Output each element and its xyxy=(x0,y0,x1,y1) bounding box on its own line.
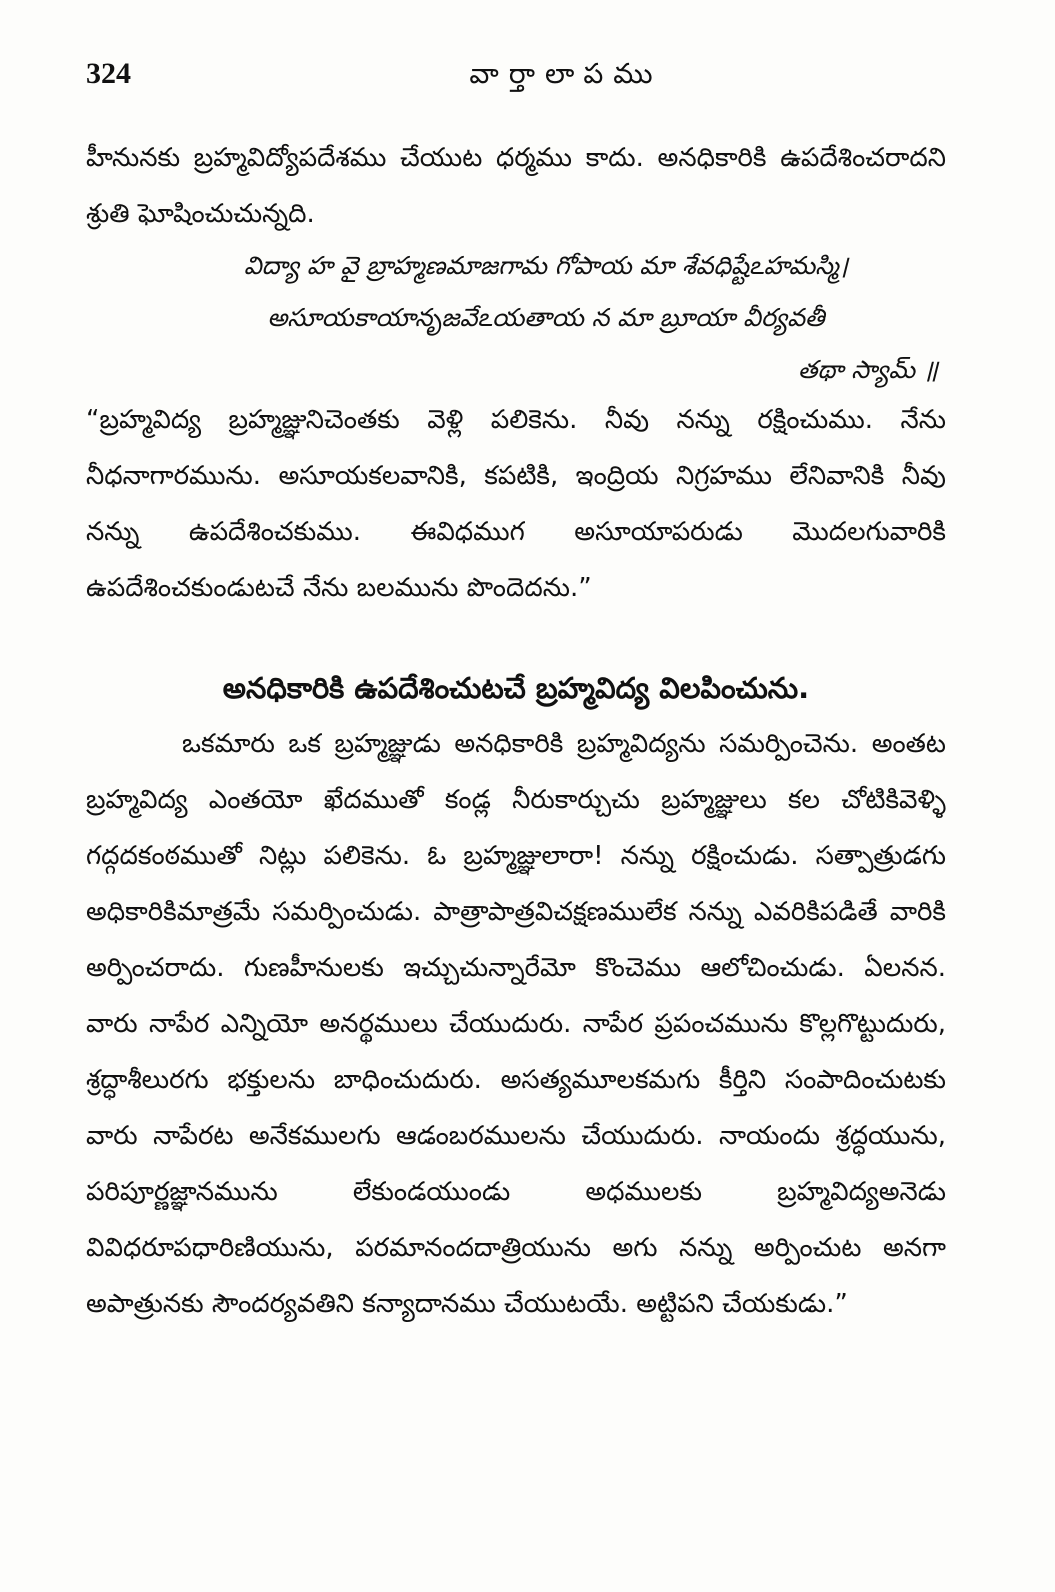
section-heading: అనధికారికి ఉపదేశించుటచే బ్రహ్మవిద్య విలపించును. xyxy=(222,671,810,705)
paragraph-story: ఒకమారు ఒక బ్రహ్మజ్ఞుడు అనధికారికి బ్రహ్మవిద్యను సమర్పించెను. అంతట బ్రహ్మవిద్య ఎంతయో ఖేదముతో కండ్ల నీరుకార్చుచు బ్రహ్మజ్ఞులు కల చోటికివెళ్ళి గద్గదకంఠముతో నిట్లు పలికెను. ఓ బ్రహ్మజ్ఞులారా! నన్ను రక్షించుడు. సత్పాత్రుడగు అధికారికిమాత్రమే సమర్పించుడు. పాత్రాపాత్రవిచక్షణములేక నన్ను ఎవరికిపడితే వారికి అర్పించరాదు. గుణహీనులకు ఇచ్చుచున్నారేమో కొంచెము ఆలోచించుడు. ఏలనన. వారు నాపేర ఎన్నియో అనర్థములు చేయుదురు. నాపేర ప్రపంచమును కొల్లగొట్టుదురు, శ్రద్ధాశీలురగు భక్తులను బాధించుదురు. అసత్యమూలకమగు కీర్తిని సంపాదించుటకు వారు నాపేరట అనేకములగు ఆడంబరములను చేయుదురు. నాయందు శ్రద్ధయును, పరిపూర్ణజ్ఞానమును లేకుండయుండు అధములకు బ్రహ్మవిద్యఅనెడు వివిధరూపధారిణియును, పరమానందదాత్రియును అగు నన్ను అర్పించుట అనగా అపాత్రునకు సౌందర్యవతిని కన్యాదానము చేయుటయే. అట్టిపని చేయకుడు.” xyxy=(86,729,946,1319)
sanskrit-verse xyxy=(86,240,946,396)
verse-line-2: అసూయకాయానృజవేఽయతాయ న మా బ్రూయా వీర్యవతీ xyxy=(267,303,825,332)
page-number: 324 xyxy=(86,57,131,90)
paragraph-verse-translation: “బ్రహ్మవిద్య బ్రహ్మజ్ఞునిచెంతకు వెళ్లి పలికెను. నీవు నన్ను రక్షించుము. నేను నీధనాగారమును. అసూయకలవానికి, కపటికి, ఇంద్రియ నిగ్రహము లేనివానికి నీవు నన్ను ఉపదేశించకుము. ఈవిధముగ అసూయాపరుడు మొదలగువారికి ఉపదేశించకుండుటచే నేను బలమును పొందెదను.” xyxy=(86,405,946,603)
running-head: వార్తాలాపము xyxy=(469,57,663,90)
verse-line-3: తథా స్యామ్ ॥ xyxy=(798,355,938,384)
page-header xyxy=(86,52,946,96)
verse-line-1: విద్యా హ వై బ్రాహ్మణమాజగామ గోపాయ మా శేవధిష్టేఽహమస్మి। xyxy=(243,251,849,280)
paragraph-intro: హీనునకు బ్రహ్మవిద్యోపదేశము చేయుట ధర్మము కాదు. అనధికారికి ఉపదేశించరాదని శ్రుతి ఘోషించుచున్నది. xyxy=(86,143,946,229)
